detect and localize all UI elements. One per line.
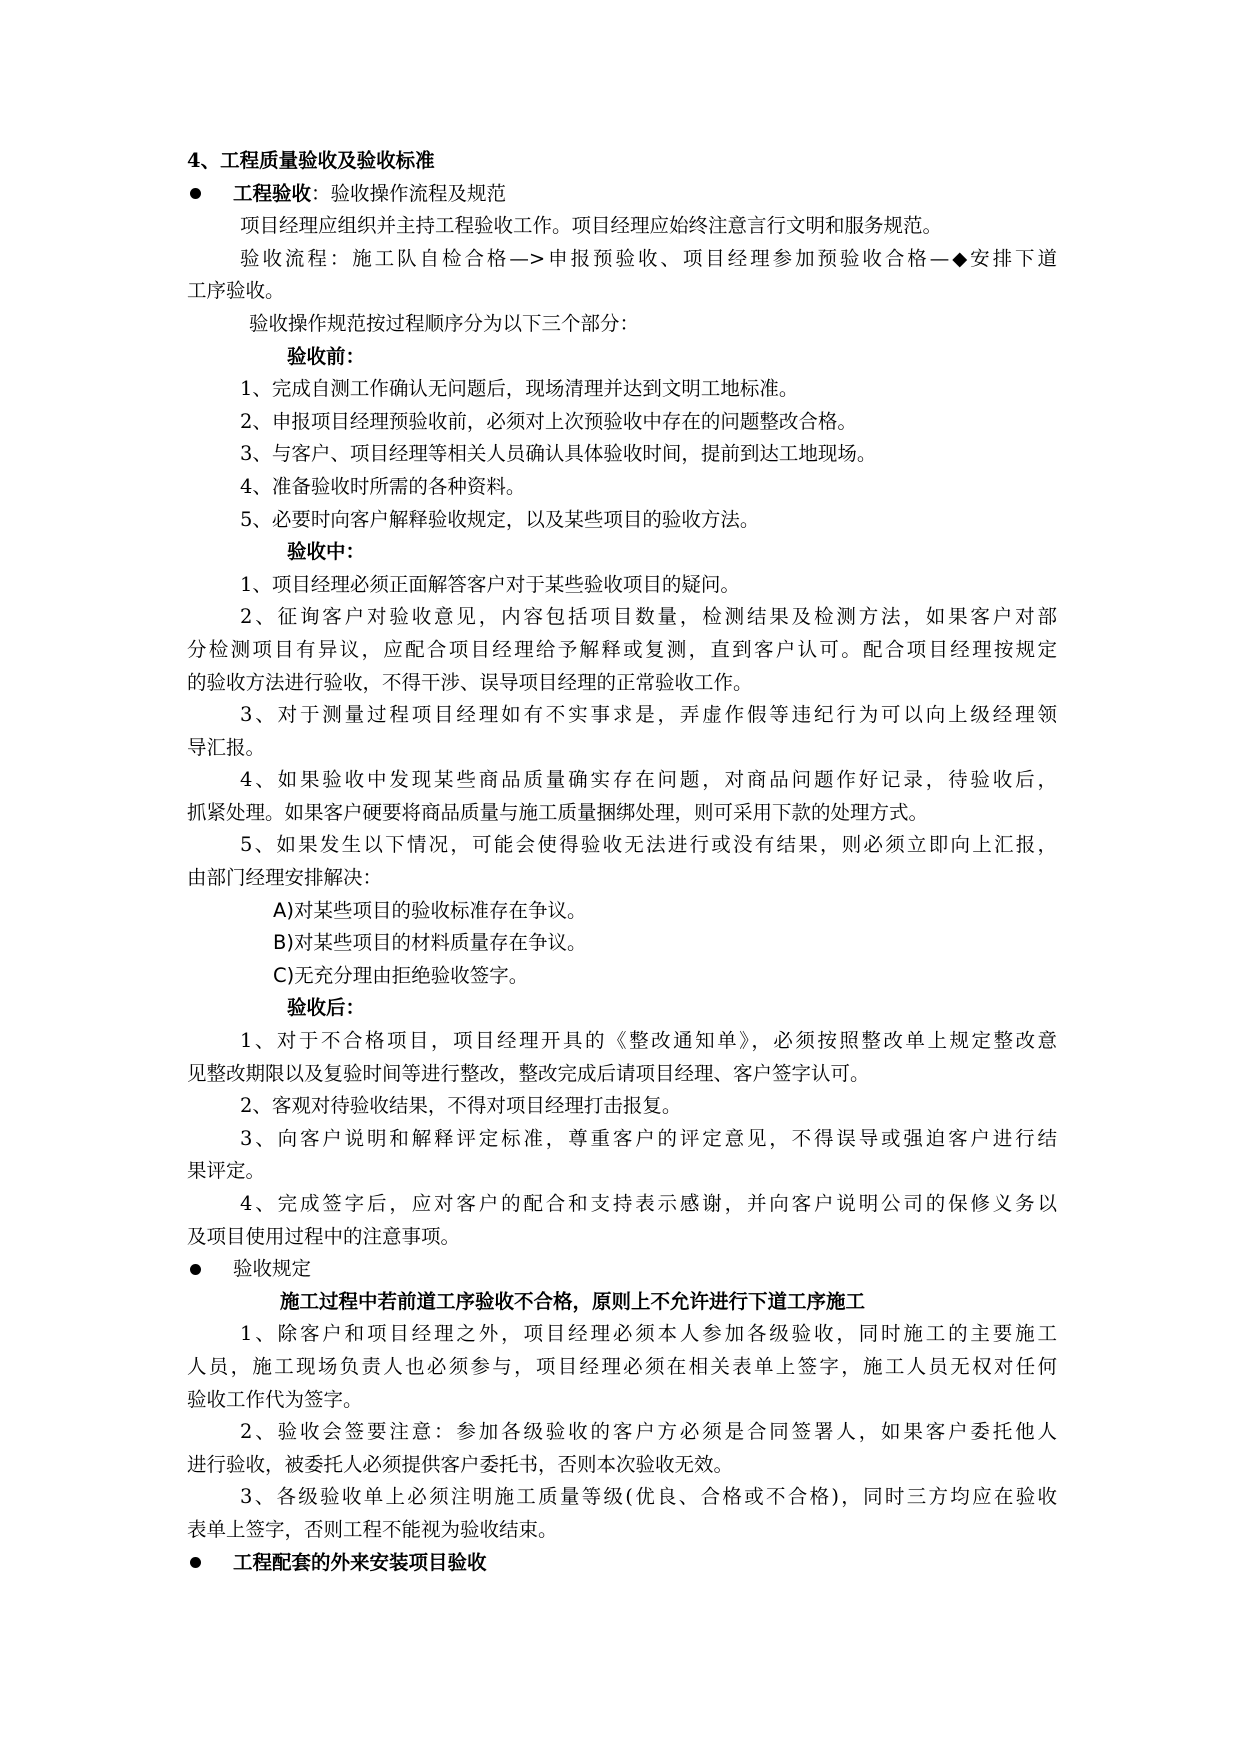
- list-item: 2、申报项目经理预验收前，必须对上次预验收中存在的问题整改合格。: [240, 409, 857, 433]
- list-item-line: 由部门经理安排解决：: [187, 866, 383, 890]
- paragraph: 项目经理应组织并主持工程验收工作。项目经理应始终注意言行文明和服务规范。: [240, 214, 943, 238]
- sub-list-letter: C): [273, 963, 295, 987]
- bullet-dot-icon: [190, 1557, 201, 1568]
- bullet-dot-icon: [190, 1264, 201, 1275]
- list-item-line: 果评定。: [187, 1159, 266, 1183]
- list-item-line: 见整改期限以及复验时间等进行整改，整改完成后请项目经理、客户签字认可。: [187, 1061, 870, 1085]
- subheading-before: 验收前：: [287, 344, 366, 368]
- list-item-line: 分检测项目有异议，应配合项目经理给予解释或复测，直到客户认可。配合项目经理按规定: [187, 637, 1057, 661]
- subheading-after: 验收后：: [287, 996, 366, 1020]
- section-title: 4、工程质量验收及验收标准: [187, 149, 435, 172]
- bullet-engineering-acceptance: [187, 178, 1057, 211]
- list-item-line: 1、除客户和项目经理之外，项目经理必须本人参加各级验收，同时施工的主要施工: [240, 1322, 1057, 1346]
- bullet-label: 工程配套的外来安装项目验收: [233, 1550, 487, 1574]
- list-item-line: 人员，施工现场负责人也必须参与，项目经理必须在相关表单上签字，施工人员无权对任何: [187, 1354, 1057, 1378]
- paragraph-line: 工序验收。: [187, 279, 285, 303]
- bullet-label: 验收规定: [233, 1257, 312, 1281]
- bullet-external-installation: [187, 1547, 1057, 1580]
- sub-list-letter: B): [273, 931, 294, 955]
- paragraph-line: 验收流程：施工队自检合格—>申报预验收、项目经理参加预验收合格—◆安排下道: [240, 246, 1057, 270]
- list-item-line: 4、如果验收中发现某些商品质量确实存在问题，对商品问题作好记录，待验收后，: [240, 768, 1057, 792]
- sub-list-item: [187, 960, 1057, 993]
- bullet-text: ：验收操作流程及规范: [311, 181, 507, 205]
- list-item: 2、客观对待验收结果，不得对项目经理打击报复。: [240, 1094, 682, 1118]
- rule-statement: 施工过程中若前道工序验收不合格，原则上不允许进行下道工序施工: [280, 1289, 866, 1313]
- list-item-line: 5、如果发生以下情况，可能会使得验收无法进行或没有结果，则必须立即向上汇报，: [240, 833, 1057, 857]
- list-item: 1、完成自测工作确认无问题后，现场清理并达到文明工地标准。: [240, 377, 799, 401]
- subheading-during: 验收中：: [287, 540, 366, 564]
- list-item: 4、准备验收时所需的各种资料。: [240, 474, 526, 498]
- list-item-line: 表单上签字，否则工程不能视为验收结束。: [187, 1517, 558, 1541]
- list-item-line: 2、征询客户对验收意见，内容包括项目数量，检测结果及检测方法，如果客户对部: [240, 605, 1057, 629]
- sub-list-text: 对某些项目的验收标准存在争议。: [293, 898, 587, 922]
- list-item-line: 进行验收，被委托人必须提供客户委托书，否则本次验收无效。: [187, 1452, 734, 1476]
- list-item-line: 3、对于测量过程项目经理如有不实事求是，弄虚作假等违纪行为可以向上级经理领: [240, 703, 1057, 727]
- sub-list-item: [187, 895, 1057, 928]
- bullet-acceptance-rules: [187, 1253, 1057, 1286]
- list-item: 5、必要时向客户解释验收规定，以及某些项目的验收方法。: [240, 507, 760, 531]
- list-item-line: 4、完成签字后，应对客户的配合和支持表示感谢，并向客户说明公司的保修义务以: [240, 1192, 1057, 1215]
- sub-list-text: 对某些项目的材料质量存在争议。: [294, 931, 587, 955]
- list-item-line: 3、各级验收单上必须注明施工质量等级(优良、合格或不合格)，同时三方均应在验收: [240, 1485, 1057, 1509]
- list-item-line: 1、对于不合格项目，项目经理开具的《整改通知单》，必须按照整改单上规定整改意: [240, 1029, 1057, 1053]
- list-item-line: 2、验收会签要注意：参加各级验收的客户方必须是合同签署人，如果客户委托他人: [240, 1420, 1057, 1444]
- list-item-line: 的验收方法进行验收，不得干涉、误导项目经理的正常验收工作。: [187, 670, 753, 694]
- list-item: 3、与客户、项目经理等相关人员确认具体验收时间，提前到达工地现场。: [240, 442, 877, 466]
- sub-list-letter: A): [273, 898, 294, 922]
- bullet-dot-icon: [190, 188, 201, 199]
- list-item: 1、项目经理必须正面解答客户对于某些验收项目的疑问。: [240, 572, 740, 596]
- bullet-label: 工程验收: [233, 181, 312, 205]
- paragraph: 验收操作规范按过程顺序分为以下三个部分：: [249, 311, 640, 335]
- list-item-line: 抓紧处理。如果客户硬要将商品质量与施工质量捆绑处理，则可采用下款的处理方式。: [187, 800, 929, 824]
- sub-list-text: 无充分理由拒绝验收签字。: [294, 963, 529, 987]
- document-page: [187, 145, 1057, 1579]
- sub-list-item: [187, 927, 1057, 960]
- list-item-line: 及项目使用过程中的注意事项。: [187, 1224, 461, 1248]
- list-item-line: 3、向客户说明和解释评定标准，尊重客户的评定意见，不得误导或强迫客户进行结: [240, 1126, 1057, 1150]
- list-item-line: 验收工作代为签字。: [187, 1387, 363, 1411]
- list-item-line: 导汇报。: [187, 735, 266, 759]
